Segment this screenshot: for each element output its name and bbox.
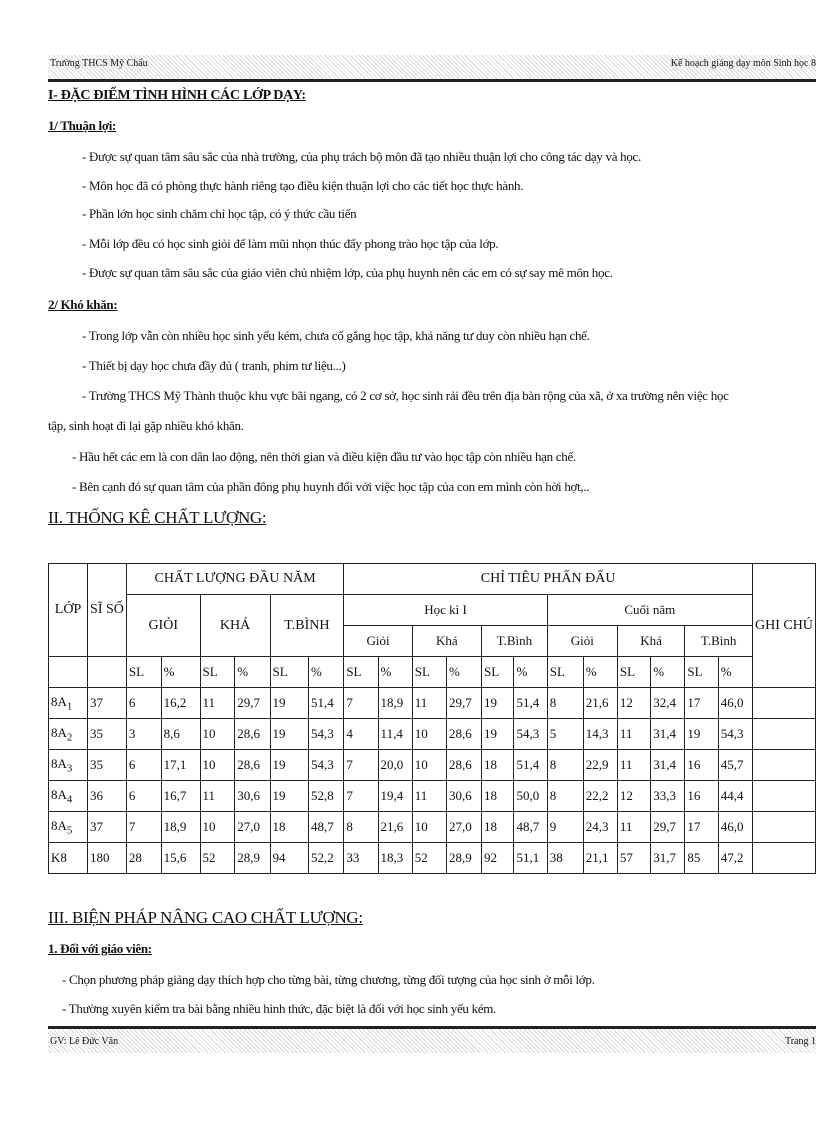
sl-header: SL (482, 657, 514, 688)
value-cell: 19 (482, 719, 514, 750)
value-cell: 57 (617, 843, 650, 874)
value-cell: 8 (547, 688, 583, 719)
value-cell: 8,6 (161, 719, 200, 750)
notes-cell (752, 843, 815, 874)
value-cell: 44,4 (718, 781, 752, 812)
value-cell: 17,1 (161, 750, 200, 781)
difficulty-item: - Thiết bị dạy học chưa đầy đủ ( tranh, phim tư liệu...) (82, 358, 346, 373)
value-cell: 20,0 (378, 750, 412, 781)
value-cell: 12 (617, 688, 650, 719)
value-cell: 31,4 (651, 750, 685, 781)
class-cell: $8A_1$ (49, 688, 88, 719)
value-cell: 92 (482, 843, 514, 874)
value-cell: 11 (200, 781, 235, 812)
value-cell: 28,9 (235, 843, 270, 874)
value-cell: 16 (685, 781, 718, 812)
value-cell: 18,9 (378, 688, 412, 719)
end-fair-header: Khá (617, 626, 685, 657)
value-cell: 11 (617, 812, 650, 843)
value-cell: 16,7 (161, 781, 200, 812)
value-cell: 3 (126, 719, 161, 750)
value-cell: 11 (617, 719, 650, 750)
advantage-item: - Được sự quan tâm sâu sắc của giáo viên chủ nhiệm lớp, của phụ huynh nên các em có sự say mê môn học. (82, 265, 613, 280)
pct-header: % (308, 657, 343, 688)
size-cell: 36 (88, 781, 127, 812)
target-header: CHỈ TIÊU PHẤN ĐẤU (344, 564, 753, 595)
value-cell: 11 (617, 750, 650, 781)
sem-fair-header: Khá (412, 626, 481, 657)
notes-col-header: GHI CHÚ (752, 564, 815, 688)
value-cell: 17 (685, 688, 718, 719)
class-cell: $8A_4$ (49, 781, 88, 812)
value-cell: 21,1 (583, 843, 617, 874)
teacher-name: GV: Lê Đức Văn (50, 1036, 119, 1047)
pct-header: % (235, 657, 270, 688)
section2-title: II. THỐNG KÊ CHẤT LƯỢNG: (48, 508, 267, 527)
value-cell: 47,2 (718, 843, 752, 874)
end-good-header: Giỏi (547, 626, 617, 657)
value-cell: 51,4 (514, 750, 547, 781)
notes-cell (752, 750, 815, 781)
value-cell: 10 (200, 719, 235, 750)
table-row (49, 688, 816, 719)
value-cell: 10 (412, 812, 446, 843)
class-cell: $8A_2$ (49, 719, 88, 750)
value-cell: 7 (126, 812, 161, 843)
value-cell: 11 (412, 781, 446, 812)
pct-header: % (718, 657, 752, 688)
value-cell: 31,7 (651, 843, 685, 874)
pct-header: % (583, 657, 617, 688)
value-cell: 31,4 (651, 719, 685, 750)
table-row (49, 750, 816, 781)
value-cell: 32,4 (651, 688, 685, 719)
value-cell: 28,6 (446, 750, 481, 781)
semester1-header: Học kì I (344, 595, 547, 626)
class-col-header: LỚP (49, 564, 88, 657)
value-cell: 16 (685, 750, 718, 781)
size-cell: 37 (88, 812, 127, 843)
value-cell: 12 (617, 781, 650, 812)
value-cell: 29,7 (446, 688, 481, 719)
start-fair-header: KHÁ (200, 595, 270, 657)
section3-title: III. BIỆN PHÁP NÂNG CAO CHẤT LƯỢNG: (48, 908, 363, 927)
class-cell: $8A_3$ (49, 750, 88, 781)
value-cell: 85 (685, 843, 718, 874)
value-cell: 6 (126, 750, 161, 781)
value-cell: 94 (270, 843, 308, 874)
value-cell: 51,4 (514, 688, 547, 719)
difficulty-item-continued: tập, sinh hoạt đi lại gặp nhiều khó khăn. (48, 418, 244, 433)
blank-cell (49, 657, 88, 688)
value-cell: 10 (200, 750, 235, 781)
measure-item: - Chọn phương pháp giảng dạy thích hợp cho từng bài, từng chương, từng đối tượng của học sinh ở mỗi lớp. (62, 972, 595, 987)
difficulty-item: - Trường THCS Mỹ Thành thuộc khu vực bãi ngang, có 2 cơ sở, học sinh rải đều trên địa bàn rộng của xã, ở xa trường nên việc học (82, 388, 729, 403)
value-cell: 7 (344, 781, 378, 812)
document-title: Kế hoạch giảng dạy môn Sinh học 8 (670, 58, 816, 69)
sl-header: SL (126, 657, 161, 688)
value-cell: 6 (126, 688, 161, 719)
end-avg-header: T.Bình (685, 626, 753, 657)
value-cell: 28 (126, 843, 161, 874)
sl-header: SL (685, 657, 718, 688)
value-cell: 29,7 (235, 688, 270, 719)
difficulty-item: - Hầu hết các em là con dân lao động, nên thời gian và điều kiện đầu tư vào học tập còn nhiều hạn chế. (72, 449, 576, 464)
value-cell: 28,6 (235, 750, 270, 781)
value-cell: 19 (270, 688, 308, 719)
value-cell: 30,6 (446, 781, 481, 812)
value-cell: 21,6 (378, 812, 412, 843)
value-cell: 9 (547, 812, 583, 843)
value-cell: 15,6 (161, 843, 200, 874)
size-col-header: SĨ SỐ (88, 564, 127, 657)
quality-statistics-table (48, 563, 816, 874)
class-cell: $8A_5$ (49, 812, 88, 843)
measure-item: - Thường xuyên kiểm tra bài bằng nhiều hình thức, đặc biệt là đối với học sinh yếu kém. (62, 1001, 497, 1016)
value-cell: 22,2 (583, 781, 617, 812)
value-cell: 52,8 (308, 781, 343, 812)
value-cell: 17 (685, 812, 718, 843)
difficulties-heading: 2/ Khó khăn: (48, 297, 118, 312)
value-cell: 18 (482, 812, 514, 843)
notes-cell (752, 812, 815, 843)
value-cell: 19 (270, 750, 308, 781)
value-cell: 52 (200, 843, 235, 874)
table-row (49, 812, 816, 843)
teacher-measures-heading: 1. Đối với giáo viên: (48, 941, 152, 956)
difficulty-item: - Trong lớp vẫn còn nhiều học sinh yếu kém, chưa cố gắng học tập, khả năng tư duy còn nhiều hạn chế. (82, 328, 590, 343)
value-cell: 11,4 (378, 719, 412, 750)
sl-header: SL (270, 657, 308, 688)
sl-header: SL (547, 657, 583, 688)
value-cell: 28,9 (446, 843, 481, 874)
table-row (49, 719, 816, 750)
year-end-header: Cuối năm (547, 595, 752, 626)
value-cell: 11 (412, 688, 446, 719)
value-cell: 51,1 (514, 843, 547, 874)
pct-header: % (651, 657, 685, 688)
value-cell: 18 (482, 781, 514, 812)
class-cell: K8 (49, 843, 88, 874)
value-cell: 54,3 (718, 719, 752, 750)
start-good-header: GIỎI (126, 595, 200, 657)
table-row (49, 843, 816, 874)
sem-good-header: Giỏi (344, 626, 412, 657)
value-cell: 24,3 (583, 812, 617, 843)
value-cell: 7 (344, 750, 378, 781)
value-cell: 22,9 (583, 750, 617, 781)
sem-avg-header: T.Bình (482, 626, 548, 657)
value-cell: 48,7 (514, 812, 547, 843)
value-cell: 10 (412, 750, 446, 781)
value-cell: 19 (270, 781, 308, 812)
value-cell: 4 (344, 719, 378, 750)
size-cell: 35 (88, 750, 127, 781)
value-cell: 8 (344, 812, 378, 843)
value-cell: 10 (200, 812, 235, 843)
value-cell: 18 (270, 812, 308, 843)
value-cell: 51,4 (308, 688, 343, 719)
value-cell: 54,3 (514, 719, 547, 750)
sl-header: SL (344, 657, 378, 688)
pct-header: % (378, 657, 412, 688)
value-cell: 52 (412, 843, 446, 874)
sl-pct-header-row (49, 657, 816, 688)
notes-cell (752, 719, 815, 750)
sl-header: SL (617, 657, 650, 688)
value-cell: 11 (200, 688, 235, 719)
value-cell: 54,3 (308, 719, 343, 750)
page-number: Trang 1 (784, 1036, 816, 1047)
value-cell: 54,3 (308, 750, 343, 781)
value-cell: 50,0 (514, 781, 547, 812)
value-cell: 7 (344, 688, 378, 719)
page-header (48, 55, 816, 82)
value-cell: 33 (344, 843, 378, 874)
size-cell: 180 (88, 843, 127, 874)
value-cell: 27,0 (446, 812, 481, 843)
value-cell: 28,6 (446, 719, 481, 750)
advantage-item: - Môn học đã có phòng thực hành riêng tạo điều kiện thuận lợi cho các tiết học thực hành. (82, 178, 524, 193)
value-cell: 52,2 (308, 843, 343, 874)
advantage-item: - Được sự quan tâm sâu sắc của nhà trường, của phụ trách bộ môn đã tạo nhiều thuận lợi cho công tác dạy và học. (82, 149, 641, 164)
value-cell: 18,3 (378, 843, 412, 874)
value-cell: 6 (126, 781, 161, 812)
value-cell: 18,9 (161, 812, 200, 843)
page-footer (48, 1026, 816, 1053)
advantages-heading: 1/ Thuận lợi: (48, 118, 117, 133)
value-cell: 27,0 (235, 812, 270, 843)
school-name: Trường THCS Mỹ Chấu (50, 58, 148, 69)
value-cell: 5 (547, 719, 583, 750)
value-cell: 21,6 (583, 688, 617, 719)
value-cell: 46,0 (718, 688, 752, 719)
value-cell: 10 (412, 719, 446, 750)
value-cell: 19 (270, 719, 308, 750)
section1-title: I- ĐẶC ĐIỂM TÌNH HÌNH CÁC LỚP DẠY: (48, 88, 306, 103)
size-cell: 35 (88, 719, 127, 750)
value-cell: 29,7 (651, 812, 685, 843)
value-cell: 45,7 (718, 750, 752, 781)
value-cell: 19 (482, 688, 514, 719)
value-cell: 46,0 (718, 812, 752, 843)
blank-cell (88, 657, 127, 688)
size-cell: 37 (88, 688, 127, 719)
value-cell: 8 (547, 750, 583, 781)
difficulty-item: - Bên cạnh đó sự quan tâm của phần đông phụ huynh đối với việc học tập của con em mình còn hời hợt,.. (72, 479, 590, 494)
value-cell: 30,6 (235, 781, 270, 812)
advantage-item: - Phần lớn học sinh chăm chỉ học tập, có ý thức cầu tiến (82, 206, 357, 221)
sl-header: SL (412, 657, 446, 688)
advantage-item: - Mỗi lớp đều có học sinh giỏi để làm mũi nhọn thúc đẩy phong trào học tập của lớp. (82, 236, 499, 251)
notes-cell (752, 781, 815, 812)
value-cell: 18 (482, 750, 514, 781)
value-cell: 8 (547, 781, 583, 812)
pct-header: % (446, 657, 481, 688)
value-cell: 16,2 (161, 688, 200, 719)
notes-cell (752, 688, 815, 719)
start-avg-header: T.BÌNH (270, 595, 344, 657)
value-cell: 28,6 (235, 719, 270, 750)
value-cell: 38 (547, 843, 583, 874)
value-cell: 19,4 (378, 781, 412, 812)
pct-header: % (514, 657, 547, 688)
value-cell: 48,7 (308, 812, 343, 843)
pct-header: % (161, 657, 200, 688)
value-cell: 14,3 (583, 719, 617, 750)
value-cell: 33,3 (651, 781, 685, 812)
table-row (49, 781, 816, 812)
sl-header: SL (200, 657, 235, 688)
start-year-header: CHẤT LƯỢNG ĐẦU NĂM (126, 564, 343, 595)
value-cell: 19 (685, 719, 718, 750)
